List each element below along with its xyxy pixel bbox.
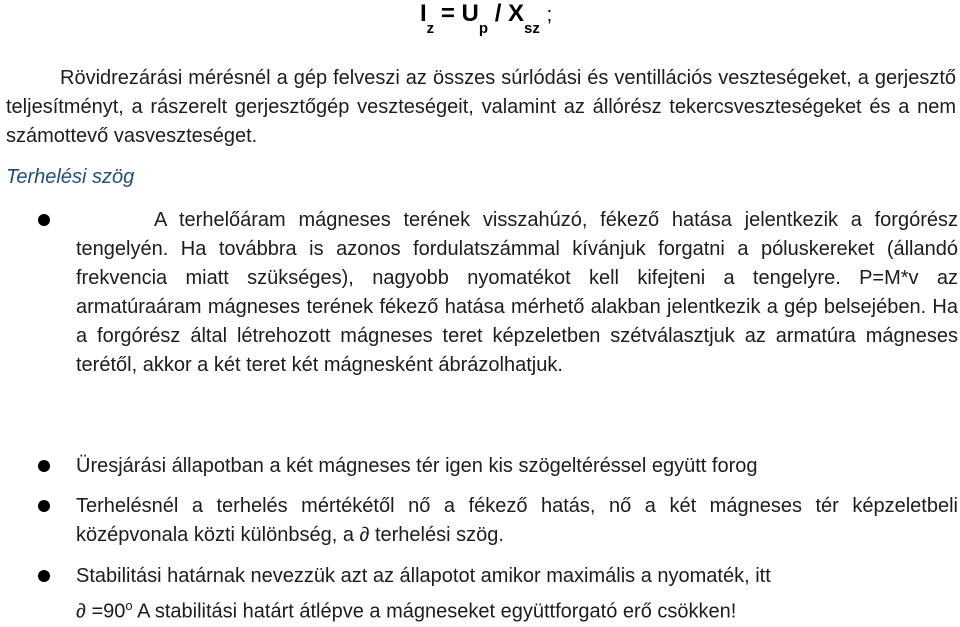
- stability-angle: ∂ =90: [76, 600, 126, 623]
- bullet-3-dot: [38, 500, 50, 512]
- formula-equals-u: = U: [440, 0, 479, 27]
- formula-separator: ;: [546, 4, 553, 26]
- intro-paragraph: Rövidrezárási mérésnél a gép felveszi az összes súrlódási és ventillációs veszteségeket, a gerjesztő teljesítményt, a rászerelt gerjesztőgép veszteségeit, valamint az állórész tekercsveszteségeket és a nem számottevő vasveszteséget.: [6, 67, 956, 147]
- bullet-1-dot: [38, 214, 50, 226]
- bullet-2-text: Üresjárási állapotban a két mágneses tér igen kis szögeltéréssel együtt forog: [76, 455, 758, 477]
- section-title: Terhelési szög: [6, 166, 135, 188]
- formula-slash-x: / X: [494, 0, 525, 27]
- bullet-2-dot: [38, 460, 50, 472]
- formula-x-subscript: sz: [524, 20, 540, 37]
- bullet-1-text: A terhelőáram mágneses terének visszahúzó, fékező hatása jelentkezik a forgórész tengelyén. Ha továbbra is azonos fordulatszámmal kívánjuk forgatni a póluskereket (állandó frekvencia miatt szükséges), nagyobb nyomatékot kell kifejteni a tengelyre. P=M*v az armatúraáram mágneses terének fékező hatása mérhető alakban jelentkezik a gép belsejében. Ha a forgórész által létrehozott mágneses teret képzeletben szétválasztjuk az armatúra mágneses terétől, akkor a két teret két mágnesként ábrázolhatjuk.: [76, 209, 958, 376]
- bullet-4-line-1: Stabilitási határnak nevezzük azt az állapotot amikor maximális a nyomaték, itt: [76, 565, 771, 587]
- formula-i-subscript: z: [426, 20, 435, 37]
- formula-u-subscript: p: [478, 20, 489, 37]
- degree-superscript: o: [125, 598, 133, 613]
- stability-text: A stabilitási határt átlépve a mágneseket együttforgató erő csökken!: [132, 600, 737, 623]
- bullet-3-text: Terhelésnél a terhelés mértékétől nő a fékező hatás, nő a két mágneses tér képzeletbeli középvonala közti különbség, a ∂ terhelési szög.: [76, 495, 958, 546]
- formula-heading: [420, 0, 552, 37]
- formula-i: I: [420, 0, 427, 27]
- bullet-4-dot: [38, 570, 50, 582]
- bullet-4-line-2: [76, 591, 958, 627]
